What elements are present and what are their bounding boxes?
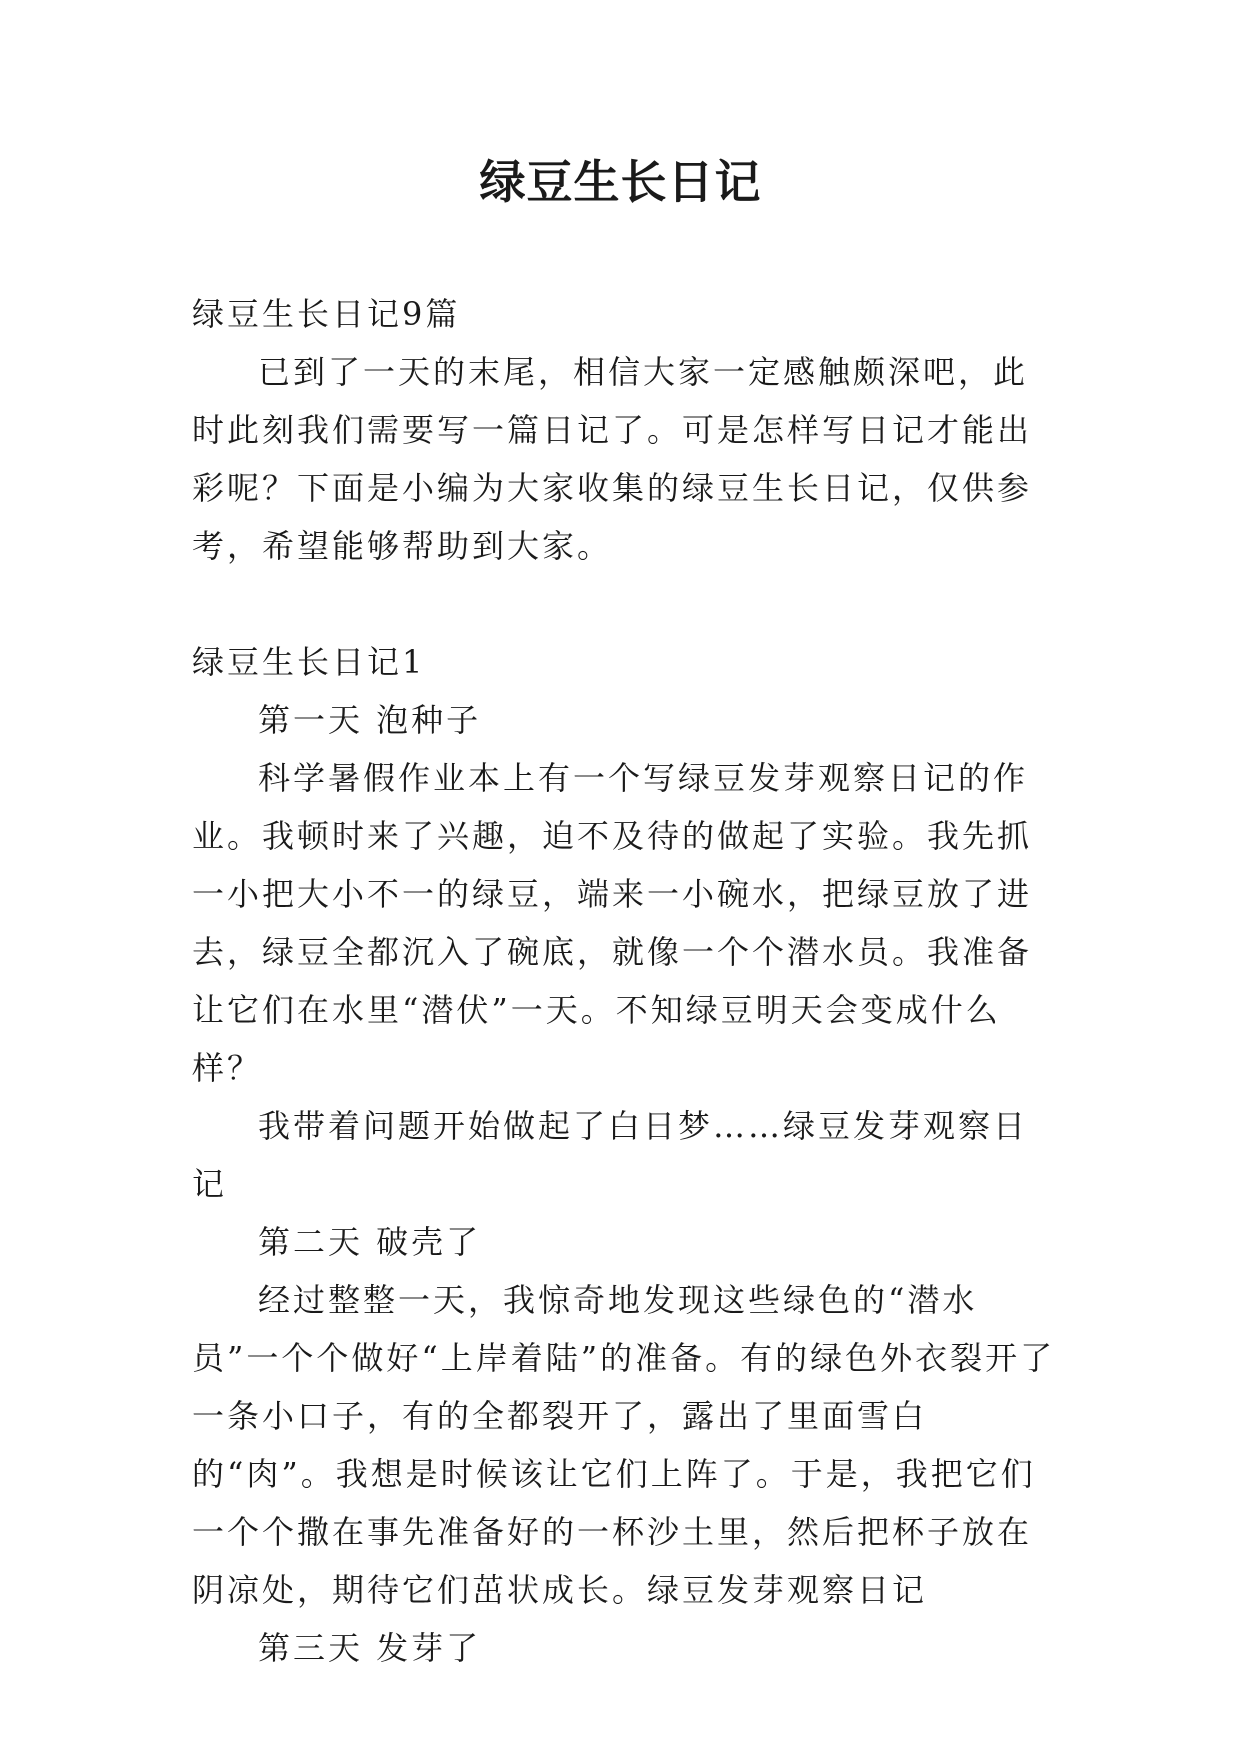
- day2-paragraph: 经过整整一天，我惊奇地发现这些绿色的“潜水员”一个个做好“上岸着陆”的准备。有的绿色外衣裂开了一条小口子，有的全都裂开了，露出了里面雪白的“肉”。我想是时候该让它们上阵了。于是，我把它们一个个撒在事先准备好的一杯沙土里，然后把杯子放在阴凉处，期待它们茁状成长。绿豆发芽观察日记: [192, 1281, 1056, 1609]
- day1-paragraph: 科学暑假作业本上有一个写绿豆发芽观察日记的作业。我顿时来了兴趣，迫不及待的做起了实验。我先抓一小把大小不一的绿豆，端来一小碗水，把绿豆放了进去，绿豆全都沉入了碗底，就像一个个潜水员。我准备让它们在水里“潜伏”一天。不知绿豆明天会变成什么样？: [192, 759, 1033, 1087]
- collection-subtitle: 绿豆生长日记9篇: [192, 295, 461, 333]
- section-spacer: [192, 575, 1062, 633]
- intro-paragraph: 已到了一天的末尾，相信大家一定感触颇深吧，此时此刻我们需要写一篇日记了。可是怎样写日记才能出彩呢？下面是小编为大家收集的绿豆生长日记，仅供参考，希望能够帮助到大家。: [192, 353, 1033, 565]
- day1-heading: 第一天 泡种子: [258, 701, 482, 739]
- document-title: 绿豆生长日记: [479, 155, 762, 209]
- section-heading: 绿豆生长日记1: [192, 643, 426, 681]
- day3-heading: 第三天 发芽了: [258, 1629, 482, 1667]
- day2-heading: 第二天 破壳了: [258, 1223, 482, 1261]
- document-body: [192, 285, 1062, 1677]
- day1-paragraph-2: 我带着问题开始做起了白日梦……绿豆发芽观察日记: [192, 1107, 1029, 1203]
